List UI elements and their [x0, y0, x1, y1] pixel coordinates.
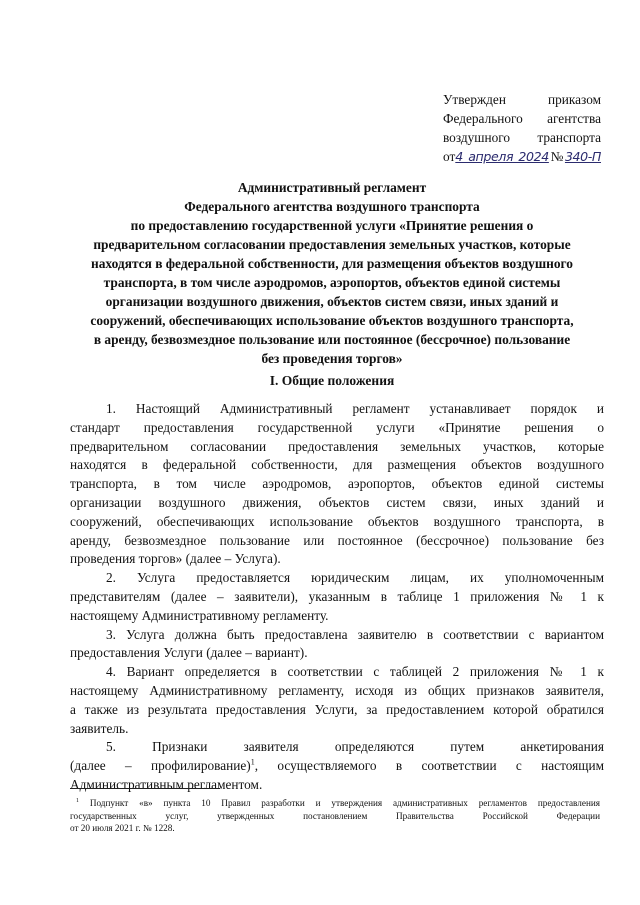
- approval-date-line: [443, 147, 601, 166]
- paragraph-line: предоставления Услуги (далее – вариант).: [70, 645, 308, 661]
- title-line: находятся в федеральной собственности, для размещения объектов воздушного: [91, 256, 573, 271]
- title-line: организации воздушного движения, объектов систем связи, иных зданий и: [105, 294, 559, 309]
- document-title: [56, 178, 608, 368]
- paragraph-4: [70, 663, 604, 738]
- paragraph-line: представителям (далее – заявители), указанным в таблице 1 приложения № 1 к: [70, 588, 604, 604]
- paragraph-line: стандарт предоставления государственной услуги «Принятие решения о: [70, 419, 604, 435]
- paragraph-2: [70, 569, 604, 625]
- paragraph-line: 3. Услуга должна быть предоставлена заявителю в соответствии с вариантом: [106, 626, 604, 642]
- section-heading-text: I. Общие положения: [269, 373, 395, 388]
- footnote-text: Подпункт «в» пункта 10 Правил разработки и утверждения административных регламентов предоставления: [89, 798, 601, 808]
- paragraph-1: [70, 400, 604, 569]
- footnote-mark: 1: [76, 797, 79, 804]
- footnote-reference: 1: [250, 757, 255, 767]
- approval-line-1: Утвержден приказом: [443, 92, 601, 107]
- approval-number-handwritten: 340-П: [564, 149, 601, 164]
- paragraph-line: аренду, безвозмездное пользование или постоянное (бессрочное) пользование без: [70, 532, 604, 548]
- footnote-divider: [70, 788, 220, 789]
- title-line: Административный регламент: [237, 180, 427, 195]
- paragraph-line: 2. Услуга предоставляется юридическим лицам, их уполномоченным: [106, 570, 604, 586]
- paragraph-line: [70, 757, 604, 776]
- title-line: по предоставлению государственной услуги «Принятие решения о: [130, 218, 534, 233]
- approval-line-2: Федерального агентства: [443, 111, 601, 126]
- approval-date-prefix: от: [443, 149, 456, 164]
- title-line: без проведения торгов»: [261, 351, 403, 366]
- footnote-line: от 20 июля 2021 г. № 1228.: [70, 823, 175, 833]
- footnote: [70, 797, 600, 835]
- paragraph-line: проведения торгов» (далее – Услуга).: [70, 551, 281, 567]
- approval-date-handwritten: 4 апреля 2024: [455, 149, 549, 164]
- approval-number-sign: №: [548, 149, 565, 164]
- paragraph-line: 5. Признаки заявителя определяются путем анкетирования: [106, 739, 604, 755]
- paragraph-line: 4. Вариант определяется в соответствии с таблицей 2 приложения № 1 к: [106, 664, 604, 680]
- document-body: [70, 400, 604, 795]
- paragraph-line: транспорта, в том числе аэродромов, аэропортов, объектов единой системы: [70, 476, 604, 492]
- paragraph-line: организации воздушного движения, объектов систем связи, иных зданий и: [70, 494, 604, 510]
- footnote-line: государственных услуг, утвержденных постановлением Правительства Российской Федерации: [70, 810, 600, 821]
- paragraph-line: находятся в федеральной собственности, для размещения объектов воздушного: [70, 457, 604, 473]
- title-line: в аренду, безвозмездное пользование или постоянное (бессрочное) пользование: [93, 332, 571, 347]
- approval-line-3: воздушного транспорта: [443, 130, 601, 145]
- title-line: Федерального агентства воздушного транспорта: [184, 199, 480, 214]
- paragraph-line: предварительном согласовании предоставления земельных участков, которые: [70, 438, 604, 454]
- title-line: транспорта, в том числе аэродромов, аэропортов, объектов единой системы: [103, 275, 561, 290]
- paragraph-line: 1. Настоящий Административный регламент устанавливает порядок и: [106, 401, 604, 416]
- footnote-line: [70, 797, 600, 810]
- paragraph-line: настоящему Административному регламенту.: [70, 607, 329, 623]
- paragraph-line: сооружений, обеспечивающих использование объектов воздушного транспорта, в: [70, 513, 604, 529]
- section-heading: [56, 371, 608, 390]
- title-line: сооружений, обеспечивающих использование объектов воздушного транспорта,: [90, 313, 574, 328]
- title-line: предварительном согласовании предоставления земельных участков, которые: [93, 237, 571, 252]
- paragraph-fragment: , осуществляемого в соответствии с настоящим: [254, 758, 604, 774]
- paragraph-3: [70, 626, 604, 664]
- paragraph-line: а также из результата предоставления Услуги, за предоставлением которой обратился: [70, 701, 604, 717]
- approval-stamp: [443, 90, 601, 166]
- paragraph-line: настоящему Административному регламенту, исходя из общих признаков заявителя,: [70, 682, 604, 698]
- paragraph-line: заявитель.: [70, 720, 129, 736]
- paragraph-5: [70, 738, 604, 794]
- paragraph-fragment: (далее – профилирование): [70, 758, 251, 774]
- paragraph-line: Административным регламентом.: [70, 776, 263, 792]
